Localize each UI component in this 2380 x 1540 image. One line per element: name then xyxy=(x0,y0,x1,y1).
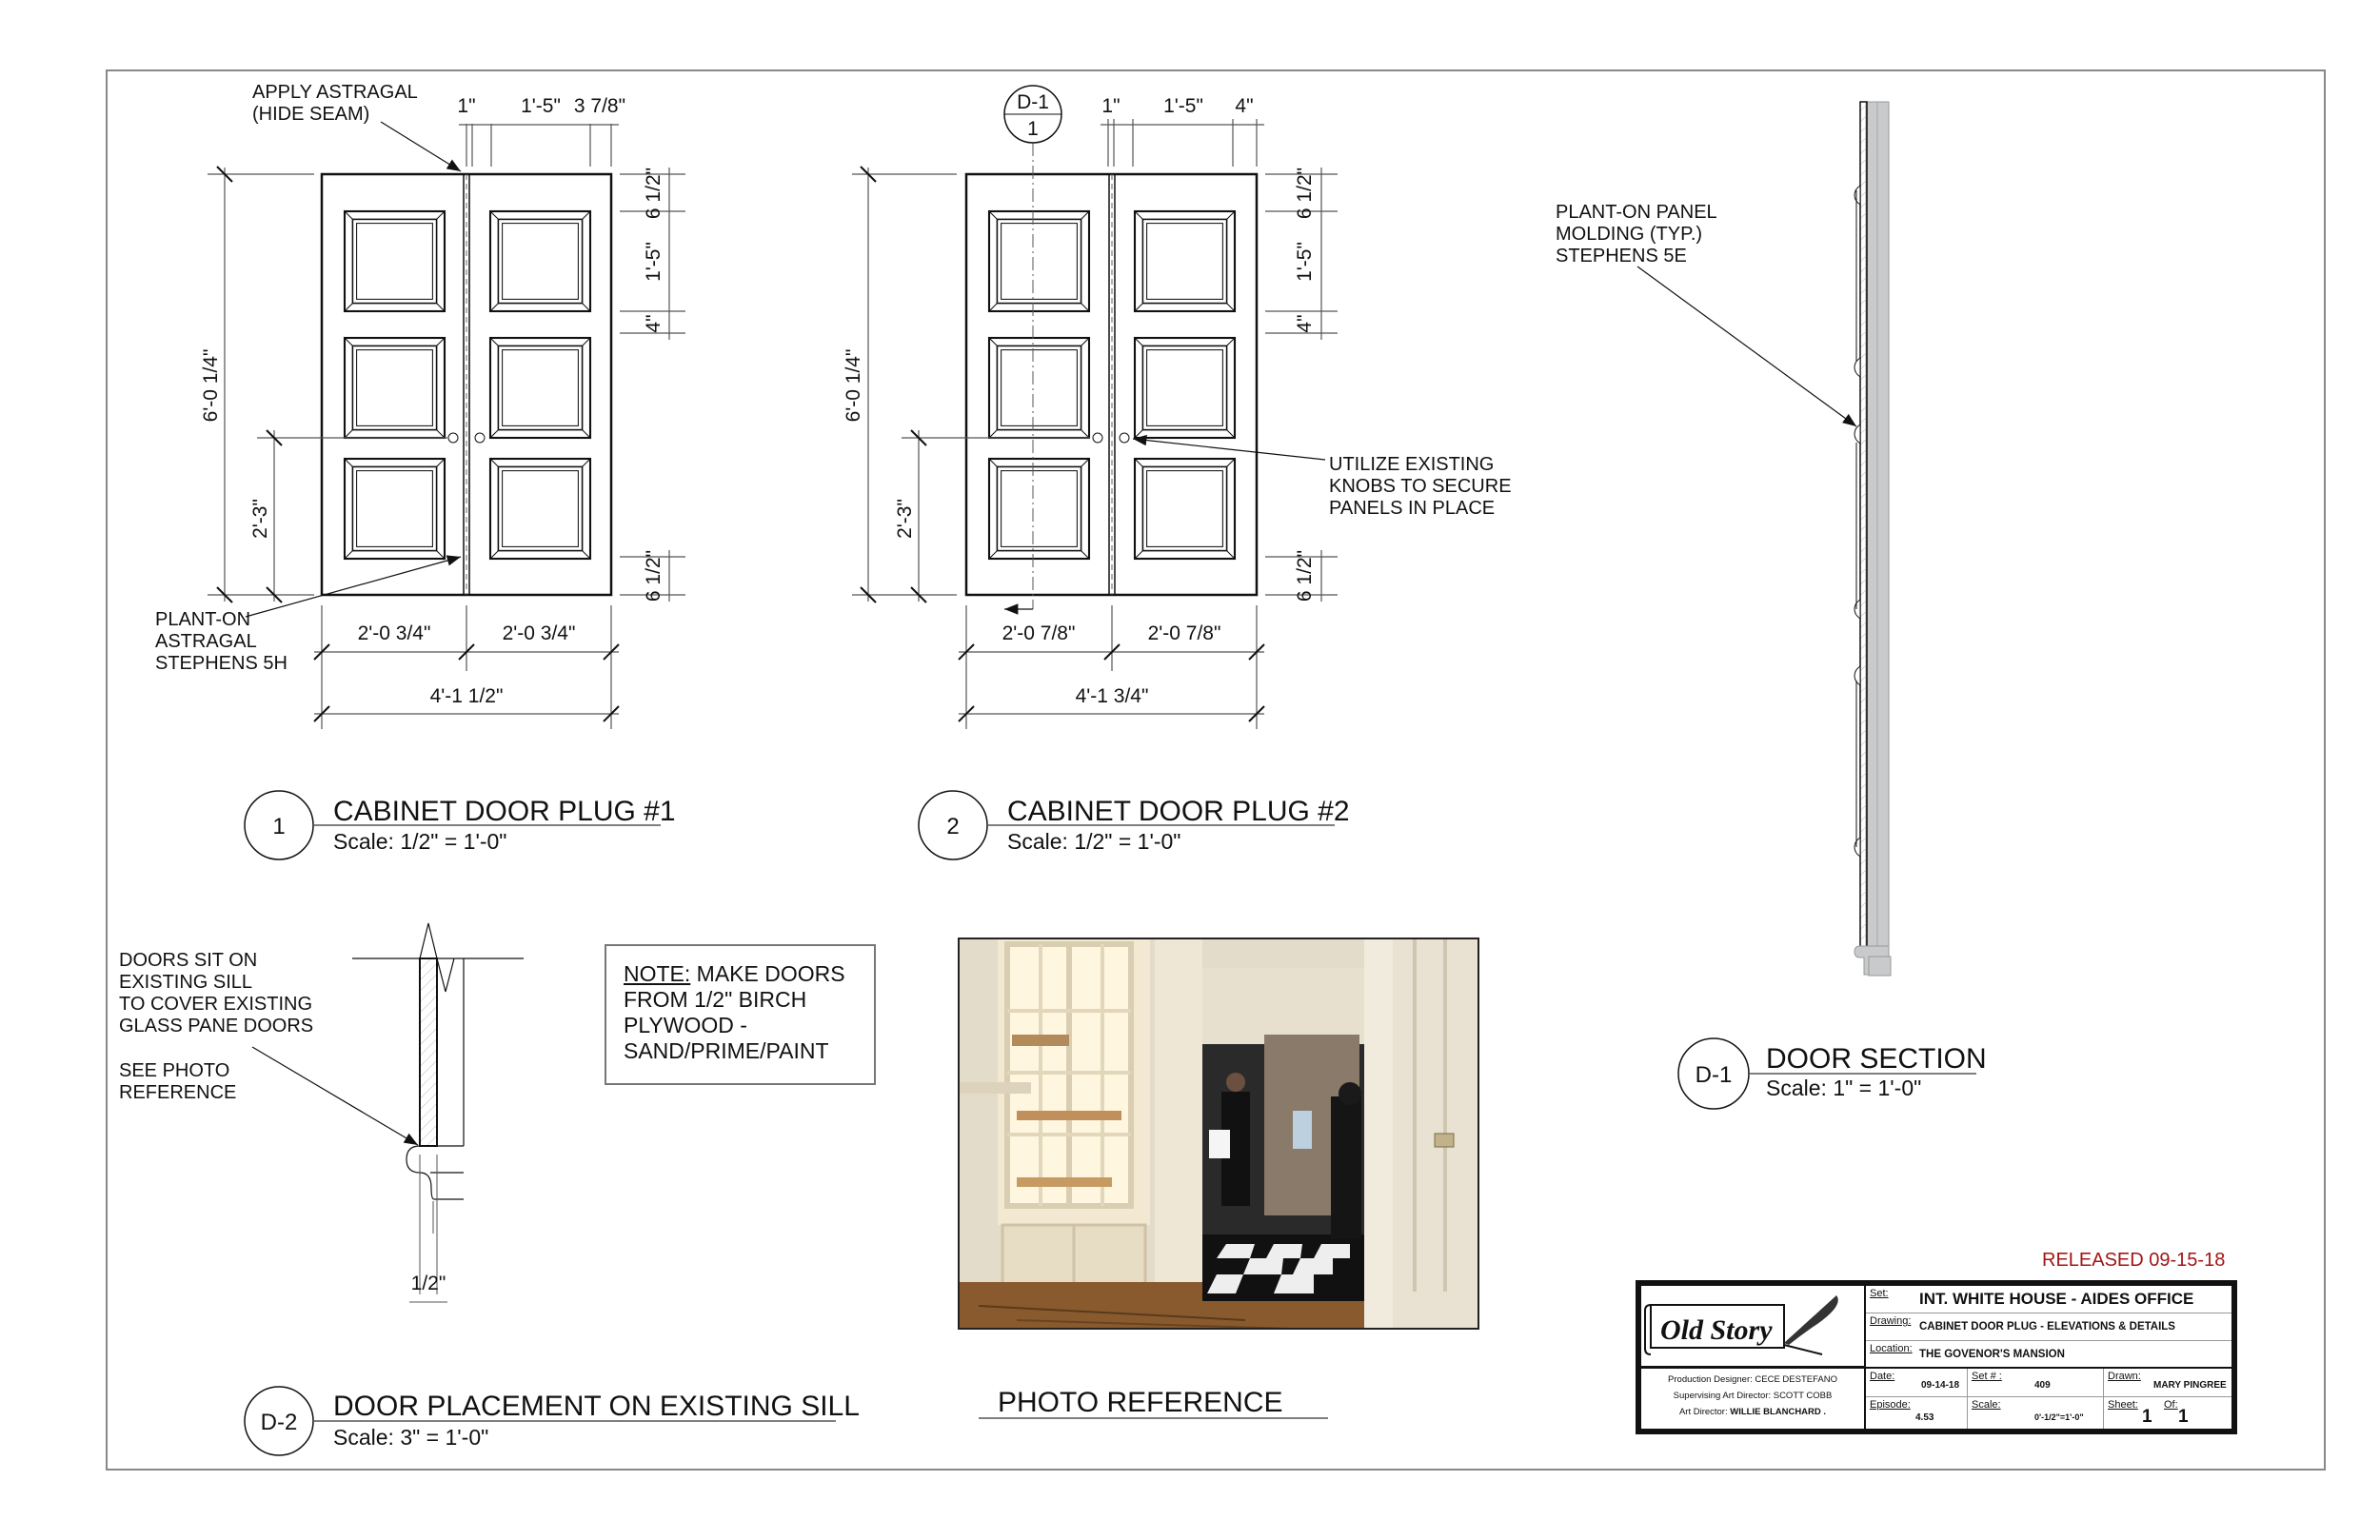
photo-reference-image xyxy=(958,938,1479,1330)
svg-text:STEPHENS 5E: STEPHENS 5E xyxy=(1556,246,1687,267)
svg-text:DOOR PLACEMENT ON EXISTING SIL: DOOR PLACEMENT ON EXISTING SILL xyxy=(333,1391,860,1422)
section-marker-d1[interactable] xyxy=(1004,86,1061,143)
svg-text:2'-3": 2'-3" xyxy=(249,499,271,539)
svg-text:PANELS IN PLACE: PANELS IN PLACE xyxy=(1329,498,1496,519)
note-label: NOTE: xyxy=(624,961,691,986)
svg-text:PLANT-ON PANEL: PLANT-ON PANEL xyxy=(1556,202,1717,223)
svg-text:4": 4" xyxy=(643,314,664,333)
svg-text:Old Story: Old Story xyxy=(1660,1314,1773,1346)
svg-text:1'-5": 1'-5" xyxy=(1163,95,1203,117)
photo-reference-title xyxy=(979,1387,1328,1418)
elevation-2-labels xyxy=(843,95,1512,707)
svg-text:6 1/2": 6 1/2" xyxy=(1294,549,1316,602)
elevation-2-door-drawing xyxy=(966,143,1257,609)
door-section-title xyxy=(1678,1038,1987,1109)
svg-text:2'-0 3/4": 2'-0 3/4" xyxy=(357,622,431,644)
sill-detail-title xyxy=(245,1387,860,1455)
knob-icon xyxy=(475,433,485,443)
logo-scroll-quill-icon xyxy=(1641,1286,1851,1362)
svg-text:1/2": 1/2" xyxy=(410,1273,446,1294)
svg-text:6'-0 1/4": 6'-0 1/4" xyxy=(200,348,222,423)
elevation-1-dimensions xyxy=(208,124,685,729)
svg-text:(HIDE SEAM): (HIDE SEAM) xyxy=(252,104,370,125)
svg-text:PLANT-ON: PLANT-ON xyxy=(155,609,251,630)
svg-text:SEE PHOTO: SEE PHOTO xyxy=(119,1060,230,1081)
svg-text:2'-0 3/4": 2'-0 3/4" xyxy=(502,622,576,644)
svg-text:6'-0 1/4": 6'-0 1/4" xyxy=(843,348,864,423)
knob-icon xyxy=(1093,433,1102,443)
svg-text:1: 1 xyxy=(1027,118,1039,140)
svg-text:TO COVER EXISTING: TO COVER EXISTING xyxy=(119,994,312,1015)
knob-icon xyxy=(1120,433,1129,443)
knob-icon xyxy=(448,433,458,443)
credits: Production Designer: CECE DESTEFANO Supervising Art Director: SCOTT COBB Art Director: WILLIE BLANCHARD . xyxy=(1641,1369,1866,1429)
svg-text:4'-1 1/2": 4'-1 1/2" xyxy=(429,685,504,707)
svg-text:2'-0 7/8": 2'-0 7/8" xyxy=(1002,622,1076,644)
svg-text:CABINET DOOR PLUG #1: CABINET DOOR PLUG #1 xyxy=(333,796,676,827)
note-box: NOTE: MAKE DOORS FROM 1/2" BIRCH PLYWOOD - SAND/PRIME/PAINT xyxy=(605,944,876,1085)
sill-detail-note xyxy=(119,950,418,1145)
photo-illustration xyxy=(960,939,1479,1330)
door-section-drawing xyxy=(1854,102,1891,976)
svg-text:1'-5": 1'-5" xyxy=(521,95,561,117)
elevation-1-labels xyxy=(155,82,664,707)
svg-text:4'-1 3/4": 4'-1 3/4" xyxy=(1075,685,1149,707)
svg-text:DOOR SECTION: DOOR SECTION xyxy=(1766,1043,1987,1075)
checker-floor xyxy=(1202,1234,1364,1301)
svg-text:GLASS PANE DOORS: GLASS PANE DOORS xyxy=(119,1016,314,1037)
svg-text:Scale: 1/2" = 1'-0": Scale: 1/2" = 1'-0" xyxy=(1007,829,1181,854)
date-cell: Date: 09-14-18 xyxy=(1866,1369,1968,1397)
released-stamp: RELEASED 09-15-18 xyxy=(2042,1250,2226,1271)
svg-text:1": 1" xyxy=(457,95,476,117)
svg-text:1'-5": 1'-5" xyxy=(643,242,664,282)
sill-detail-drawing xyxy=(352,923,524,1302)
svg-text:1": 1" xyxy=(1101,95,1121,117)
set-row: Set: INT. WHITE HOUSE - AIDES OFFICE xyxy=(1866,1286,2231,1313)
door-section-note xyxy=(1556,202,1856,426)
svg-text:Scale: 1" = 1'-0": Scale: 1" = 1'-0" xyxy=(1766,1076,1922,1100)
svg-text:6 1/2": 6 1/2" xyxy=(643,549,664,602)
logo xyxy=(1641,1286,1866,1369)
svg-text:6 1/2": 6 1/2" xyxy=(1294,167,1316,220)
svg-text:2'-3": 2'-3" xyxy=(894,499,916,539)
svg-text:MOLDING (TYP.): MOLDING (TYP.) xyxy=(1556,224,1703,245)
svg-text:REFERENCE: REFERENCE xyxy=(119,1082,237,1103)
set-number-cell: Set # : 409 xyxy=(1968,1369,2104,1397)
svg-text:2'-0 7/8": 2'-0 7/8" xyxy=(1147,622,1221,644)
svg-text:UTILIZE EXISTING: UTILIZE EXISTING xyxy=(1329,454,1495,475)
svg-text:EXISTING SILL: EXISTING SILL xyxy=(119,972,253,993)
svg-text:PHOTO REFERENCE: PHOTO REFERENCE xyxy=(998,1387,1283,1418)
sheet-cell: Sheet: 1 Of: 1 xyxy=(2108,1399,2189,1427)
svg-text:4": 4" xyxy=(1235,95,1254,117)
title-block xyxy=(1636,1280,2237,1434)
svg-text:1: 1 xyxy=(272,814,286,839)
svg-text:ASTRAGAL: ASTRAGAL xyxy=(155,631,257,652)
svg-text:APPLY ASTRAGAL: APPLY ASTRAGAL xyxy=(252,82,418,103)
svg-text:STEPHENS 5H: STEPHENS 5H xyxy=(155,653,288,674)
elevation-1-door-drawing xyxy=(322,174,611,595)
episode-cell: Episode: 4.53 xyxy=(1866,1397,1968,1429)
svg-text:D-1: D-1 xyxy=(1695,1062,1733,1088)
svg-text:2: 2 xyxy=(946,814,960,839)
svg-text:D-1: D-1 xyxy=(1017,91,1049,113)
svg-text:CABINET DOOR PLUG #2: CABINET DOOR PLUG #2 xyxy=(1007,796,1350,827)
elevation-1-title xyxy=(245,791,676,859)
drawing-row: Drawing: CABINET DOOR PLUG - ELEVATIONS & DETAILS xyxy=(1866,1313,2231,1341)
svg-text:Scale: 1/2" = 1'-0": Scale: 1/2" = 1'-0" xyxy=(333,829,507,854)
svg-text:KNOBS TO SECURE: KNOBS TO SECURE xyxy=(1329,476,1512,497)
svg-text:DOORS SIT ON: DOORS SIT ON xyxy=(119,950,258,971)
svg-text:D-2: D-2 xyxy=(260,1410,298,1435)
location-row: Location: THE GOVENOR'S MANSION xyxy=(1866,1341,2231,1369)
scale-cell: Scale: 0'-1/2"=1'-0" xyxy=(1968,1397,2104,1429)
elevation-2-dimensions xyxy=(852,119,1338,729)
elevation-2-title xyxy=(919,791,1350,859)
svg-text:1'-5": 1'-5" xyxy=(1294,242,1316,282)
drawn-cell: Drawn: MARY PINGREE xyxy=(2104,1369,2231,1397)
svg-text:6 1/2": 6 1/2" xyxy=(643,167,664,220)
svg-text:3 7/8": 3 7/8" xyxy=(573,95,626,117)
svg-text:4": 4" xyxy=(1294,314,1316,333)
svg-text:Scale: 3" = 1'-0": Scale: 3" = 1'-0" xyxy=(333,1425,489,1450)
